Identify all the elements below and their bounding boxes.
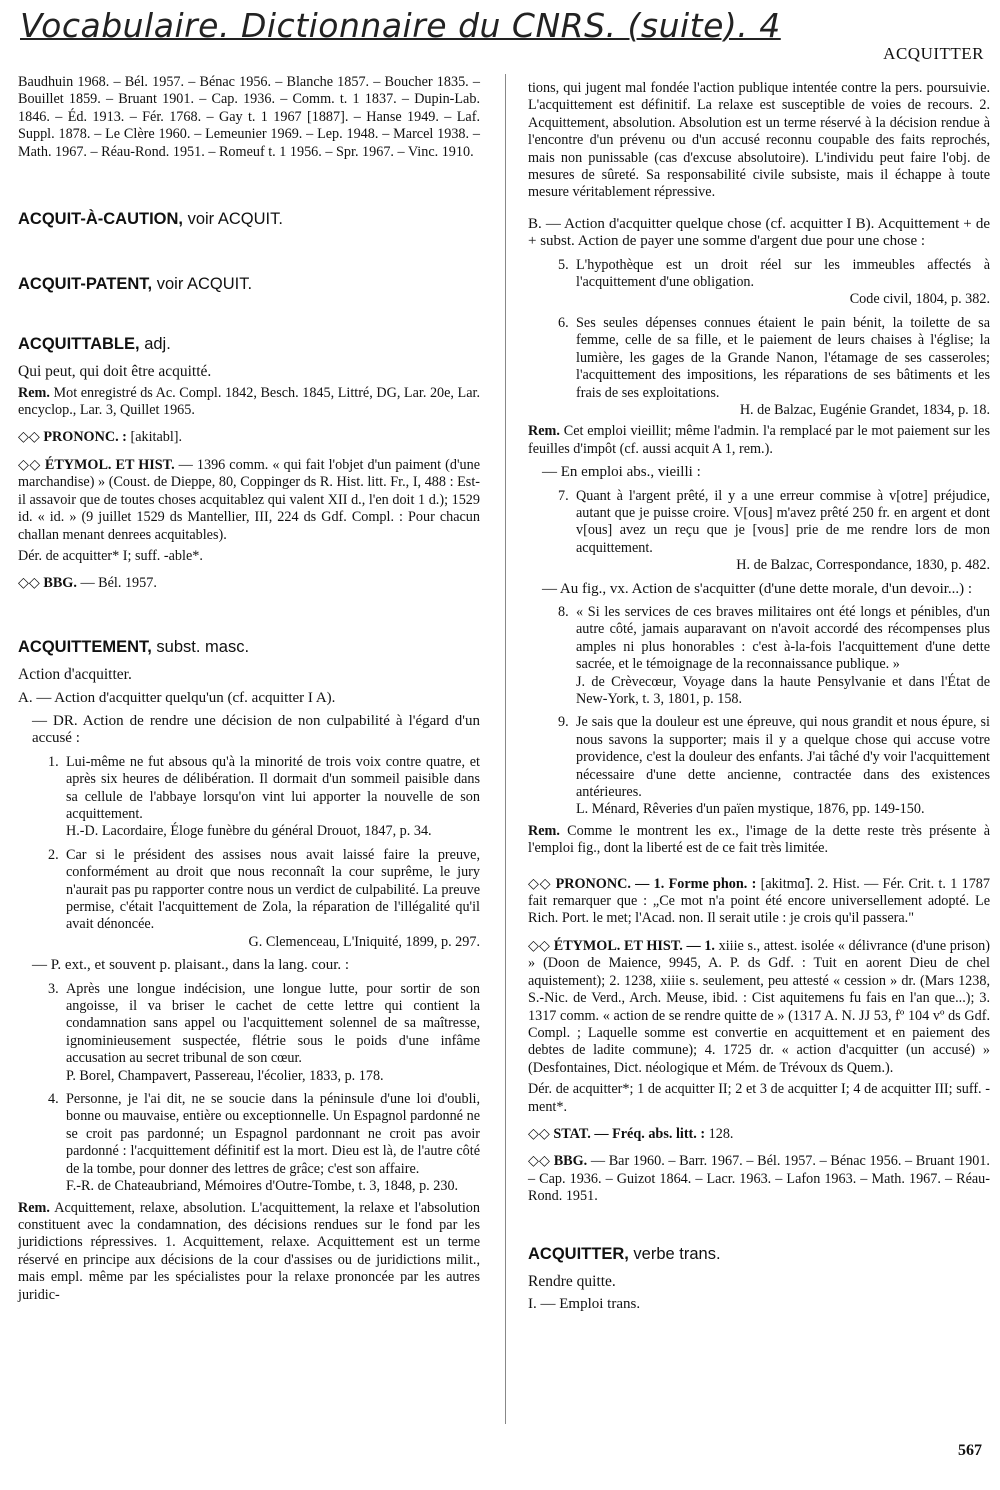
- remark: Rem. Cet emploi vieillit; même l'admin. l'a remplacé par le mot paiement sur les feuilles d'impôt (cf. aussi acquit A 1, rem.).: [528, 423, 990, 457]
- definition: Rendre quitte.: [528, 1272, 616, 1290]
- section-b: B. — Action d'acquitter quelque chose (cf. acquitter I B). Acquittement + de + subst. Action de payer une somme d'argent due pour une chose :: [528, 215, 990, 250]
- bibliography: ◇◇ BBG. — Bél. 1957.: [18, 575, 157, 592]
- bibliography-continued: Baudhuin 1968. – Bél. 1957. – Bénac 1956. – Blanche 1857. – Boucher 1835. – Bouillet 1859. – Bruant 1901. – Cap. 1936. – Comm. t. 1 1837. – Dupin-Lab. 1846. – Éd. 1913. – Fér. 1768. – Gay t. 1 1967 [1887]. – Hanse 1949. – Laf. Suppl. 1878. – Le Clère 1960. – Lemeunier 1969. – Lep. 1948. – Marcel 1938. – Math. 1967. – Réau-Rond. 1951. – Romeuf t. 1 1956. – Spr. 1967. – Vinc. 1910.: [18, 74, 480, 160]
- part-of-speech: subst. masc.: [151, 637, 250, 656]
- example-6: 6. Ses seules dépenses connues étaient le pain bénit, la toilette de sa femme, celle de sa fille, et le paiement de leurs chaises à l'église; la lumière, les gages de la Grande Nanon, l'étamage de ses casseroles; l'acquittement des impositions, les réparations de ses bâtiments et les frais de ses exploitations. H. de Balzac, Eugénie Grandet, 1834, p. 18.: [558, 314, 990, 418]
- citation: P. Borel, Champavert, Passereau, l'écolier, 1833, p. 178.: [66, 1067, 384, 1084]
- derivation: Dér. de acquitter* I; suff. -able*.: [18, 547, 203, 564]
- cross-reference: voir ACQUIT.: [182, 210, 283, 229]
- headword: ACQUIT-PATENT,: [18, 275, 153, 294]
- headword: ACQUITTABLE,: [18, 334, 140, 353]
- example-9: 9. Je sais que la douleur est une épreuve, qui nous grandit et nous épure, si nous savons la supporter; mais il y a quelque chose qui accuse votre providence, c'est la douleur des enfants. J'ai tâché d'y voir l'acquittement nécessaire d'une dette ancienne, contractée dans des existences antérieures. L. Ménard, Rêveries d'un païen mystique, 1876, pp. 149-150.: [558, 714, 990, 818]
- derivation: Dér. de acquitter*; 1 de acquitter II; 2 et 3 de acquitter I; 4 de acquitter III; suff. -ment*.: [528, 1081, 990, 1115]
- page-number: 567: [958, 1442, 982, 1459]
- citation: F.-R. de Chateaubriand, Mémoires d'Outre-Tombe, t. 3, 1848, p. 230.: [66, 1178, 459, 1195]
- statistics: ◇◇ STAT. — Fréq. abs. litt. : 128.: [528, 1125, 734, 1142]
- entry-acquitter: [528, 1246, 990, 1263]
- entry-acquittable: [18, 336, 480, 353]
- remark: Rem. Acquittement, relaxe, absolution. L'acquittement, la relaxe et l'absolution constituent avec la condamnation, des décisions rendues sur le fond par les juridictions répressives. 1. Acquittement, relaxe. Acquittement est un terme réservé en principe aux décisions de la cour d'assises ou de juridictions milit., mais empl. même par les spécialistes pour la relaxe prononcée par les autres juridic-: [18, 1199, 480, 1303]
- part-of-speech: verbe trans.: [628, 1244, 721, 1263]
- citation: H. de Balzac, Correspondance, 1830, p. 482.: [736, 557, 990, 574]
- citation: J. de Crèvecœur, Voyage dans la haute Pensylvanie et dans l'État de New-York, t. 3, 1801, p. 158.: [576, 673, 990, 707]
- entry-acquit-patent: [18, 276, 480, 293]
- sense-figurative: — Au fig., vx. Action de s'acquitter (d'une dette morale, d'un devoir...) :: [542, 580, 973, 597]
- bibliography: ◇◇ BBG. — Bar 1960. – Barr. 1967. – Bél. 1957. – Bénac 1956. – Bruant 1901. – Cap. 1936. – Guizot 1864. – Lacr. 1963. – Lafon 1963. – Math. 1967. – Réau-Rond. 1951.: [528, 1153, 990, 1205]
- sense-absolute: — En emploi abs., vieilli :: [542, 464, 701, 481]
- handwritten-header: Vocabulaire. Dictionnaire du CNRS. (suite). 4: [20, 6, 781, 45]
- column-divider: [505, 74, 506, 1424]
- left-column: [18, 74, 480, 1308]
- remark: Rem. Comme le montrent les ex., l'image de la dette reste très présente à l'emploi fig., dont la liberté est de ce fait très limitée.: [528, 822, 990, 857]
- remark-continued: tions, qui jugent mal fondée l'action publique intentée contre la pers. poursuivie. L'acquittement est définitif. La relaxe est susceptible de voies de recours. 2. Acquittement, absolution. Absolution est un terme réservé à la décision rendue à l'encontre d'un prévenu ou d'un accusé reconnu coupable des faits reprochés, mais non punissable (cas d'excuse absolutoire). L'individu peut faire l'obj. de mesures de sûreté. Sa responsabilité civile subsiste, mais il échappe à toute mesure véritablement répressive.: [528, 80, 990, 201]
- example-1: 1. Lui-même ne fut absous qu'à la minorité de trois voix contre quatre, et après six heures de délibération. Il dormait d'un sommeil paisible dans sa cellule de l'abbaye lorsqu'on vint lui apporter la nouvelle de son acquittement. H.-D. Lacordaire, Éloge funèbre du général Drouot, 1847, p. 34.: [48, 753, 480, 840]
- etymology: ◇◇ ÉTYMOL. ET HIST. — 1396 comm. « qui fait l'objet d'un paiment (d'une marchandise) » (Coust. de Dieppe, 80, Coppinger ds R. Hist. litt. Fr., I, 488 : Est-il assavoir que de toutes choses acquitablez qui valent XII d., l'en doit 1 d.); 1529 id. « id. » (9 juillet 1529 ds Mantellier, III, 224 ds Gdf. Compl. : Pour chacun challan menant denrees acquitables).: [18, 456, 480, 543]
- entry-acquit-a-caution: [18, 211, 480, 228]
- entry-acquittement: [18, 639, 480, 656]
- definition: Action d'acquitter.: [18, 666, 132, 684]
- running-headword: ACQUITTER: [883, 44, 984, 63]
- part-of-speech: adj.: [139, 334, 171, 353]
- sense-extension: — P. ext., et souvent p. plaisant., dans la lang. cour. :: [32, 957, 350, 974]
- right-column: [528, 80, 990, 1316]
- example-5: 5. L'hypothèque est un droit réel sur les immeubles affectés à l'acquittement d'une obligation. Code civil, 1804, p. 382.: [558, 256, 990, 308]
- example-3: 3. Après une longue indécision, une longue lutte, pour sortir de son angoisse, il va briser le cachet de cette lettre qui contient la condamnation sans appel ou l'acquittement solennel de sa maîtresse, ignominieusement suspectée, flétrie sous le poids d'une infâme accusation au secret tribunal de son cœur. P. Borel, Champavert, Passereau, l'écolier, 1833, p. 178.: [48, 980, 480, 1084]
- sense-law: — DR. Action de rendre une décision de non culpabilité à l'égard d'un accusé :: [32, 712, 480, 747]
- example-8: 8. « Si les services de ces braves militaires ont été longs et pénibles, d'un autre côté, jamais auparavant on n'avoit accordé des récompenses plus amples ni plus honorables : c'est à-la-fois l'acquittement d'une dette sacrée, et le témoignage de la reconnaissance publique. » J. de Crèvecœur, Voyage dans la haute Pensylvanie et dans l'État de New-York, t. 3, 1801, p. 158.: [558, 603, 990, 707]
- example-7: 7. Quant à l'argent prêté, il y a une erreur commise à v[otre] préjudice, autant que je puisse croire. V[ous] m'avez prêté 250 fr. en argent et dont v[ous] avez un reçu que je [vous] prie de me rendre lors de mon acquittement. H. de Balzac, Correspondance, 1830, p. 482.: [558, 487, 990, 574]
- section-a: A. — Action d'acquitter quelqu'un (cf. acquitter I A).: [18, 689, 336, 706]
- example-2: 2. Car si le président des assises nous avait laissé faire la preuve, conformément au droit que nous reconnaît la cour suprême, le jury n'aurait pas pu rapporter contre nous un verdict de culpabilité. La preuve permise, c'était l'acquittement de Zola, la réparation de l'illégalité qu'il avait dénoncée. G. Clemenceau, L'Iniquité, 1899, p. 297.: [48, 846, 480, 950]
- citation: H. de Balzac, Eugénie Grandet, 1834, p. 18.: [739, 401, 990, 418]
- headword: ACQUITTER,: [528, 1244, 629, 1263]
- definition: Qui peut, qui doit être acquitté.: [18, 363, 212, 381]
- example-4: 4. Personne, je l'ai dit, ne se soucie dans la péninsule d'une loi d'oubli, bonne ou mauvaise, entière ou exceptionnelle. Un Espagnol pardonné ne se croit pas pardonné; un Espagnol pardonnant ne croit pas avoir pardonné : l'acquittement définitif est la mort. Dieu est là, de l'autre côté de la tombe, pour donner des lettres de grâce; c'est son affaire. F.-R. de Chateaubriand, Mémoires d'Outre-Tombe, t. 3, 1848, p. 230.: [48, 1091, 480, 1195]
- pronunciation: ◇◇ PRONONC. : [akitabl].: [18, 429, 183, 446]
- headword: ACQUIT-À-CAUTION,: [18, 210, 183, 229]
- headword: ACQUITTEMENT,: [18, 637, 152, 656]
- citation: L. Ménard, Rêveries d'un païen mystique, 1876, pp. 149-150.: [576, 801, 925, 818]
- remark: Rem. Mot enregistré ds Ac. Compl. 1842, Besch. 1845, Littré, DG, Lar. 20e, Lar. encyclop., Lar. 3, Quillet 1965.: [18, 384, 480, 419]
- citation: H.-D. Lacordaire, Éloge funèbre du général Drouot, 1847, p. 34.: [66, 823, 432, 840]
- section-i: I. — Emploi trans.: [528, 1296, 641, 1313]
- citation: Code civil, 1804, p. 382.: [849, 291, 990, 308]
- etymology: ◇◇ ÉTYMOL. ET HIST. — 1. xiiie s., attest. isolée « délivrance (d'une prison) » (Doon de Maience, 9945, A. P. ds Gdf. : Tuit en aorent Dieu de chel aquistement); 2. 1238, xiiie s. seulement, peu attesté « cession » dr. (Mars 1238, S.-Nic. de Verd., Arch. Meuse, ibid. : Cist aquitemens fu fais en l'an que...); 3. 1317 comm. « action de se rendre quitte de » (1317 A. N. JJ 53, fº 104 vº ds Gdf. Compl. ; Laquelle somme est convertie en acquittement et en paiement des debtes de ladite commune); 4. 1725 dr. « action d'acquitter (un accusé) » (Desfontaines, Dict. néologique et Mém. de Trévoux ds Quem.).: [528, 937, 990, 1076]
- pronunciation: ◇◇ PRONONC. — 1. Forme phon. : [akitmɑ̃]. 2. Hist. — Fér. Crit. t. 1 1787 fait remarquer que : „Ce mot n'a point été encore universellement adopté. Le Rich. Port. le met; l'Acad. non. Il serait utile : je crois qu'il passera.": [528, 875, 990, 927]
- cross-reference: voir ACQUIT.: [152, 275, 253, 294]
- citation: G. Clemenceau, L'Iniquité, 1899, p. 297.: [248, 933, 480, 950]
